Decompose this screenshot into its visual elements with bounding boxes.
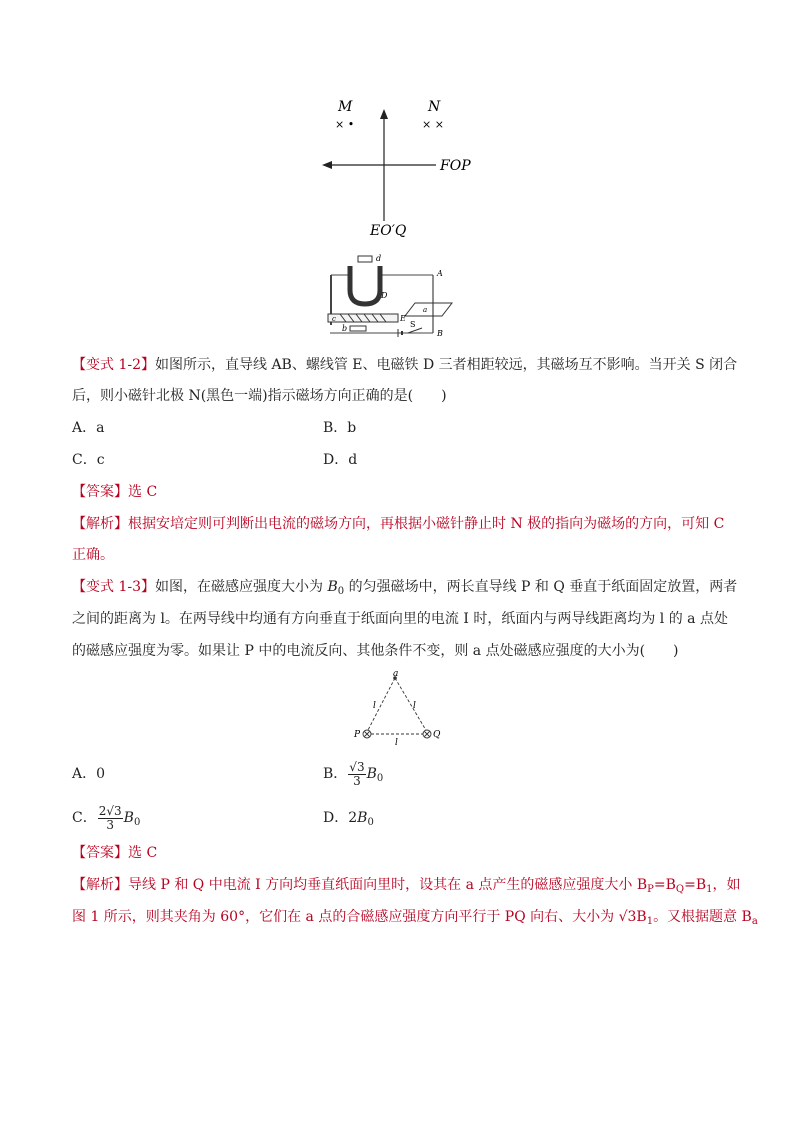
q12-analysis-tag: 【解析】	[72, 516, 128, 532]
q13-analysis-1b: =B	[653, 877, 676, 893]
figure-3-triangle	[345, 668, 445, 748]
arrow-left-icon	[322, 161, 332, 169]
q13-opt-d-sub: 0	[367, 817, 374, 828]
label-e: E	[400, 314, 406, 323]
label-eoq: EO′Q	[370, 223, 407, 239]
q13-analysis-1-sub1: P	[647, 884, 654, 895]
q13-option-a[interactable]: A．0	[72, 766, 106, 782]
q13-option-b[interactable]	[323, 756, 383, 797]
q13-line2: 之间的距离为 l。在两导线中均通有方向垂直于纸面向里的电流 I 时，纸面内与两导线距离均为 l 的 a 点处	[72, 611, 728, 627]
label-b-right: B	[437, 329, 443, 338]
q13-analysis-1c: =B	[684, 877, 707, 893]
fig3-label-l-bottom: l	[395, 738, 398, 748]
q12-tag: 【变式 1-2】	[72, 357, 155, 373]
q13-opt-c-sub: 0	[133, 817, 141, 828]
q13-answer-tag: 【答案】	[72, 845, 128, 861]
label-c: c	[332, 315, 336, 323]
q12-analysis-text1: 根据安培定则可判断出电流的磁场方向，再根据小磁针静止时 N 极的指向为磁场的方向，可知 C	[128, 516, 725, 532]
q12-option-b[interactable]: B．b	[323, 420, 357, 436]
label-n: N	[428, 99, 441, 115]
q12-answer-tag: 【答案】	[72, 484, 128, 500]
q13-analysis-2b: 。又根据题意 B	[653, 909, 752, 925]
fig3-label-l-right: l	[413, 701, 416, 711]
q13-line3: 的磁感应强度为零。如果让 P 中的电流反向、其他条件不变，则 a 点处磁感应强度的大小为( )	[72, 643, 679, 659]
q13-opt-c-fraction	[98, 805, 123, 832]
q13-opt-b-fraction	[348, 761, 365, 788]
q13-opt-b-suffix: B	[366, 766, 377, 782]
q13-text1b: B	[327, 579, 338, 595]
q13-option-d[interactable]	[323, 808, 374, 833]
marks-m: × •	[335, 118, 355, 131]
label-d-core: D	[381, 291, 388, 300]
q13-analysis-tag: 【解析】	[72, 877, 128, 893]
q13-answer	[72, 843, 157, 863]
compass-b	[350, 326, 366, 331]
q13-opt-b-den: 3	[353, 773, 361, 788]
q12-line1	[72, 355, 737, 375]
q13-text1a: 如图，在磁感应强度大小为	[155, 579, 328, 595]
q12-option-a[interactable]: A．a	[72, 420, 105, 436]
q13-answer-text: 选 C	[128, 845, 158, 861]
label-a-mid: a	[423, 306, 428, 314]
q13-analysis-line1	[72, 875, 741, 900]
q13-analysis-1a: 导线 P 和 Q 中电流 I 方向均垂直纸面向里时，设其在 a 点产生的磁感应强度大小 B	[128, 877, 648, 893]
label-b-left: b	[342, 324, 348, 333]
q13-opt-c-den: 3	[106, 817, 114, 832]
fig3-label-p: P	[354, 730, 361, 740]
q13-text1b-sub: 0	[337, 586, 345, 597]
q12-analysis-line2: 正确。	[72, 547, 114, 563]
plate-a	[405, 303, 452, 316]
q12-text1: 如图所示，直导线 AB、螺线管 E、电磁铁 D 三者相距较远，其磁场互不影响。当开关 S 闭合	[155, 357, 738, 373]
q12-option-c[interactable]: C．c	[72, 452, 105, 468]
q13-option-c[interactable]	[72, 800, 140, 841]
label-a-right: A	[437, 269, 443, 278]
solenoid-e	[328, 314, 398, 322]
label-s: S	[410, 320, 416, 329]
q13-line1	[72, 577, 737, 602]
q12-answer	[72, 482, 157, 502]
q13-opt-b-prefix: B．	[323, 766, 348, 782]
q12-line2: 后，则小磁针北极 N(黑色一端)指示磁场方向正确的是( )	[72, 388, 447, 404]
q13-analysis-1-sub3: 1	[706, 884, 713, 895]
label-fop: FOP	[440, 158, 471, 174]
figure-1-axes	[310, 95, 490, 240]
q12-answer-text: 选 C	[128, 484, 158, 500]
q13-analysis-line2	[72, 907, 758, 932]
q13-opt-d-b: B	[357, 810, 368, 826]
q13-analysis-1d: ，如	[712, 877, 741, 893]
fig3-label-q: Q	[433, 730, 441, 740]
q13-opt-b-sub: 0	[376, 773, 384, 784]
label-m: M	[338, 99, 353, 115]
q13-analysis-2-sub2: a	[751, 916, 758, 927]
fig3-label-l-left: l	[373, 701, 376, 711]
q13-opt-c-num: 2√3	[98, 803, 122, 818]
q13-analysis-1-sub2: Q	[675, 884, 685, 895]
arrow-up-icon	[380, 109, 388, 119]
q12-analysis-line1	[72, 514, 724, 534]
fig3-label-a: a	[393, 669, 399, 679]
q13-analysis-2-sub: 1	[646, 916, 654, 927]
marks-n: × ×	[422, 118, 444, 131]
q13-opt-c-prefix: C．	[72, 810, 97, 826]
q12-option-d[interactable]: D．d	[323, 452, 358, 468]
side-pa	[367, 678, 395, 732]
q13-opt-c-suffix: B	[123, 810, 134, 826]
figure-2-circuit	[320, 248, 460, 340]
side-qa	[395, 678, 427, 732]
q13-opt-d-prefix: D．2	[323, 810, 358, 826]
q13-tag: 【变式 1-3】	[72, 579, 155, 595]
q13-text1c: 的匀强磁场中，两长直导线 P 和 Q 垂直于纸面固定放置，两者	[344, 579, 738, 595]
compass-d	[358, 256, 372, 262]
label-d-top: d	[376, 254, 382, 263]
q13-opt-b-num: √3	[349, 759, 365, 774]
q13-analysis-2a: 图 1 所示，则其夹角为 60°，它们在 a 点的合磁感应强度方向平行于 PQ 向右、大小为 √3B	[72, 909, 647, 925]
